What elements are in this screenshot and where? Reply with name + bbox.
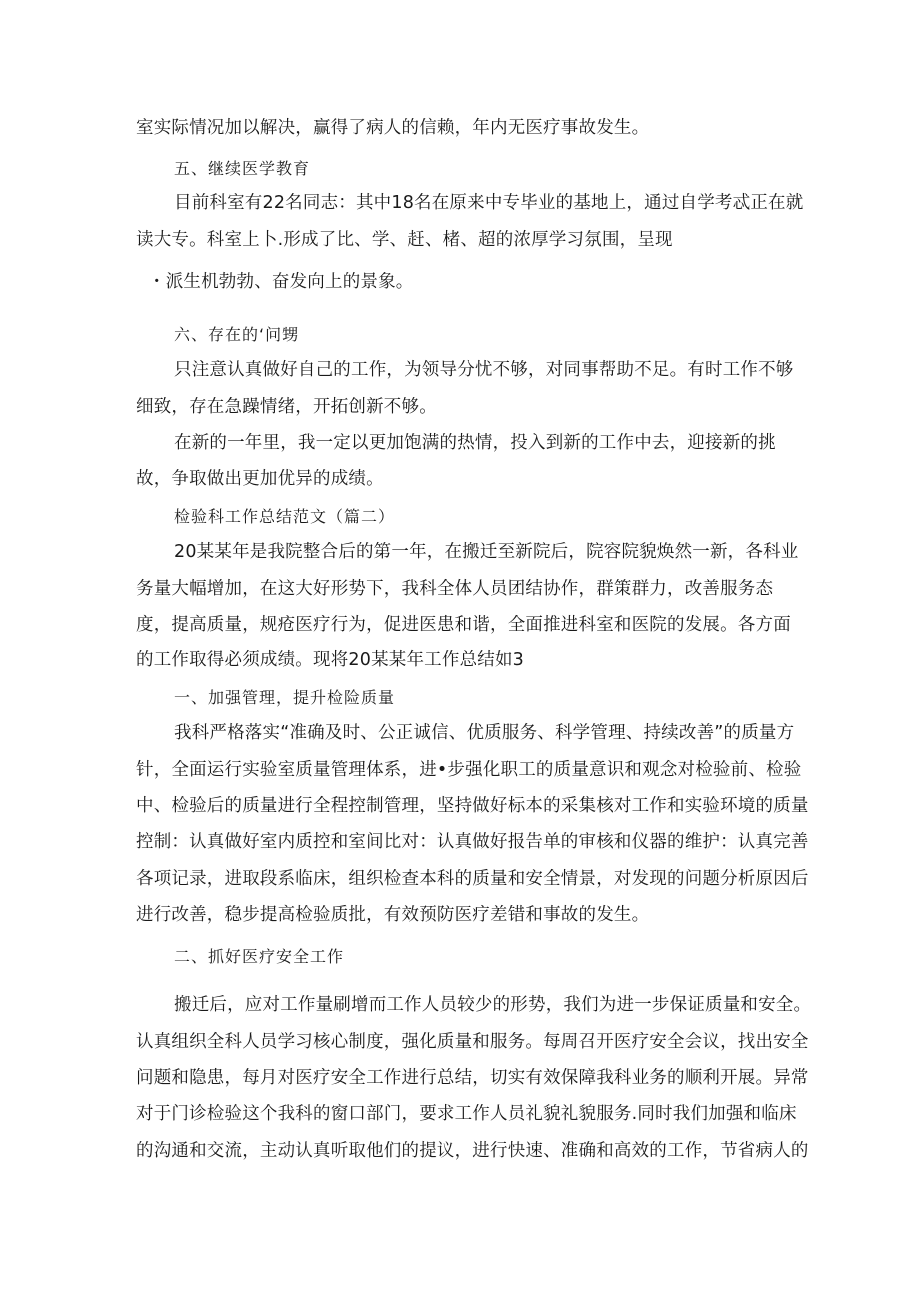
section-heading: 二、抓好医疗安全工作 [174,947,345,966]
paragraph-line: 认真组织全科人员学习核心制度，强化质量和服务。每周召开医疗安全会议，找出安全 [136,1032,809,1052]
paragraph-line: 务量大幅增加，在这大好形势下，我科全体人员团结协作，群策群力，改善服务态 [136,579,774,599]
paragraph-line: 度，提高质量，规疮医疗行为，促进医患和谐，全面推进科室和医院的发展。各方面 [136,615,791,635]
paragraph-line: 只注意认真做好自己的工作，为领导分忧不够，对同事帮助不足。有时工作不够 [174,360,794,380]
paragraph-line: 针，全面运行实验室质量管理体系，进•步强化职工的质量意识和观念对检验前、检验 [136,760,802,780]
paragraph-line: 细致，存在急躁情绪，开拓创新不够。 [136,397,437,417]
paragraph-line: 各项记录，进取段系临床，组织检查本科的质量和安全情景，对发现的问题分析原因后 [136,869,809,889]
section-heading: 五、继续医学教育 [174,159,311,178]
paragraph-line: 的沟通和交流，主动认真听取他们的提议，进行快速、准确和高效的工作，节省病人的 [136,1141,809,1161]
paragraph-line: ・派生机勃勃、奋发向上的景象。 [148,272,414,292]
paragraph-line: 在新的一年里，我一定以更加饱满的热情，投入到新的工作中去，迎接新的挑 [174,433,776,453]
paragraph-line: 中、检验后的质量进行全程控制管理，坚持做好标本的采集核对工作和实验环境的质量 [136,796,809,816]
paragraph-line: 对于门诊检验这个我科的窗口部门，要求工作人员礼貌礼貌服务.同时我们加强和临床 [136,1104,797,1124]
paragraph-line: 我科严格落实“准确及时、公正诚信、优质服务、科学管理、持续改善”的质量方 [174,723,795,743]
document-title: 检验科工作总结范文（篇二） [174,507,396,526]
paragraph-line: 目前科室有22名同志：其中18名在原来中专毕业的基地上，通过自学考忒正在就 [174,193,804,213]
paragraph-line: 搬迁后，应对工作量刷增而工作人员较少的形势，我们为进一步保证质量和安全。 [174,995,812,1015]
paragraph-line: 20某某年是我院整合后的第一年，在搬迁至新院后，院容院貌焕然一新，各科业 [174,542,799,562]
section-heading: 六、存在的‘问甥 [174,325,300,344]
section-heading: 一、加强管理，提升检险质量 [174,688,396,707]
paragraph-line: 读大专。科室上卜.形成了比、学、赶、楮、超的浓厚学习氛围，呈现 [136,230,673,250]
paragraph-line: 进行改善，稳步提高检验质批，有效预防医疗差错和事故的发生。 [136,905,650,925]
paragraph-line: 故，争取做出更加优异的成绩。 [136,469,384,489]
paragraph-line: 室实际情况加以解决，赢得了病人的信赖，年内无医疗事故发生。 [136,118,650,138]
paragraph-line: 控制：认真做好室内质控和室间比对：认真做好报告单的审核和仪器的维护：认真完善 [136,832,809,852]
paragraph-line: 问题和隐患，每月对医疗安全工作进行总结，切实有效保障我科业务的顺利开展。异常 [136,1068,809,1088]
paragraph-line: 的工作取得必须成绩。现将20某某年工作总结如3 [136,650,525,670]
